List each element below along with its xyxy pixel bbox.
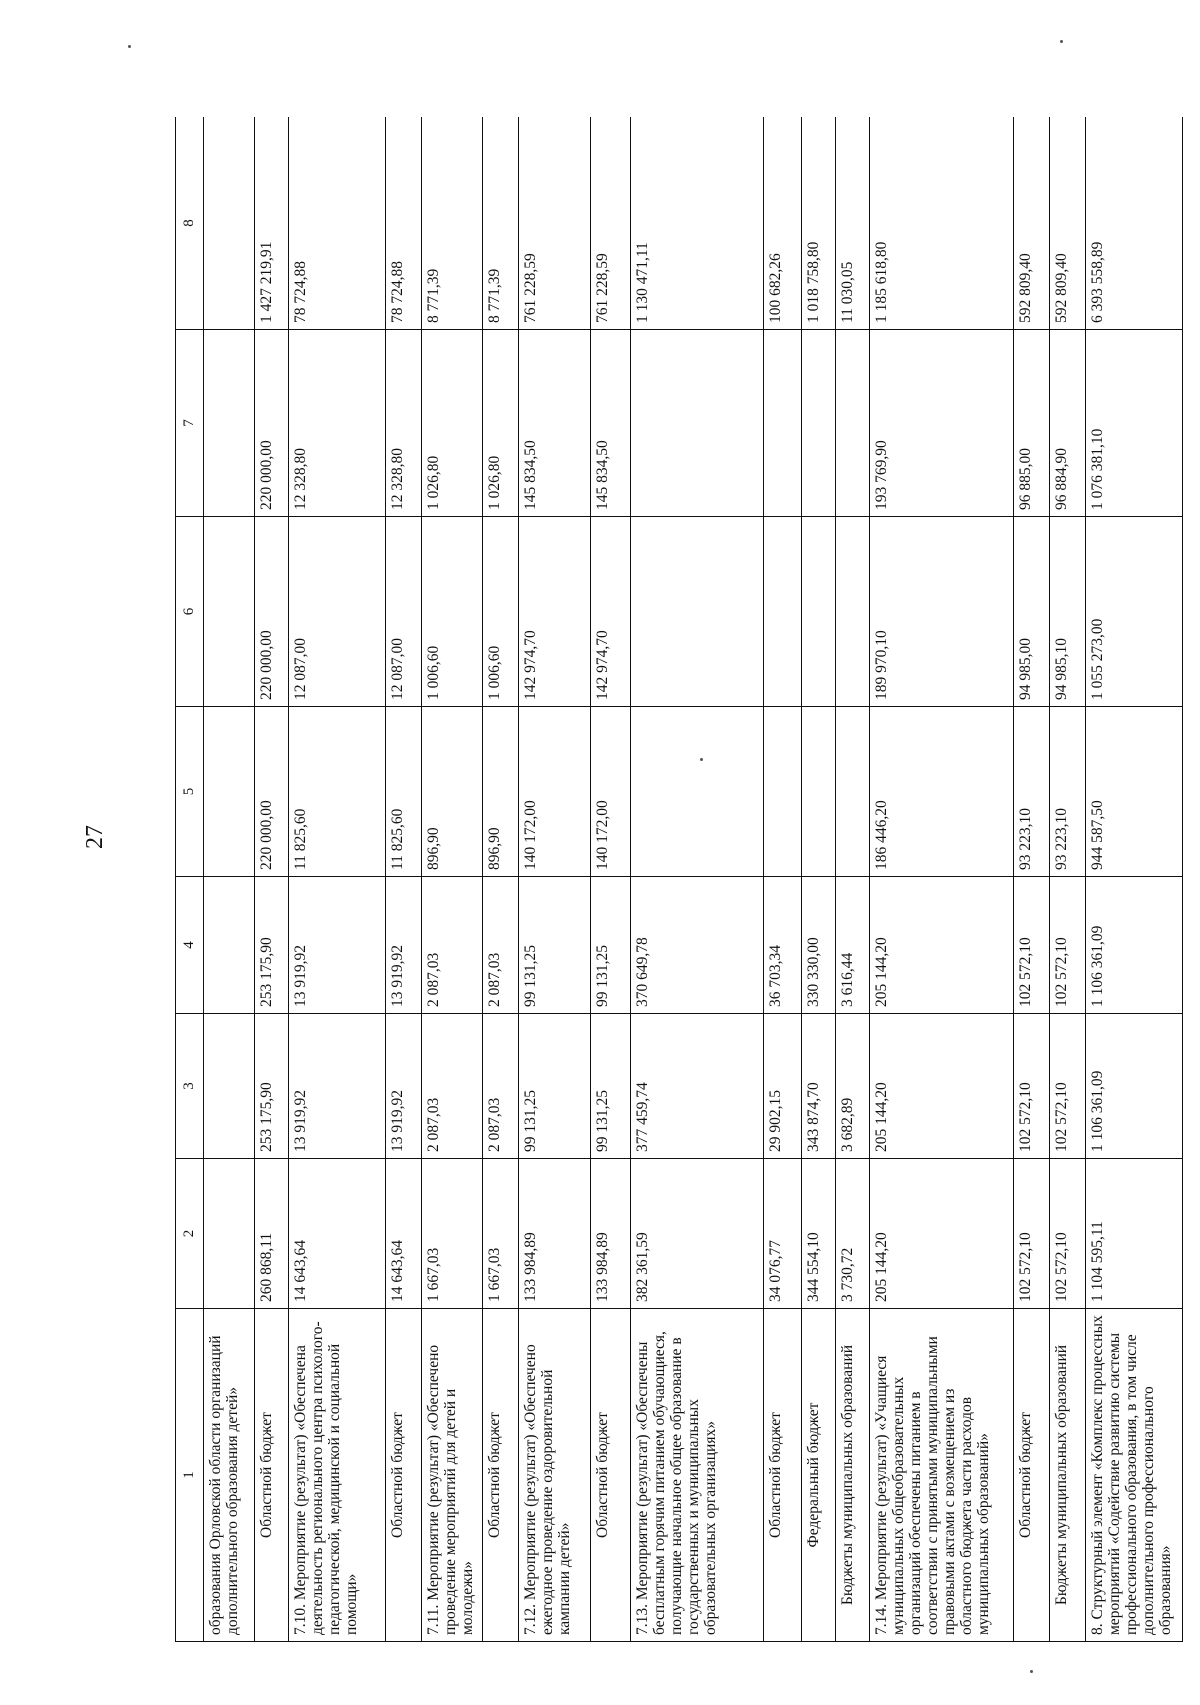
value-cell-col7: 220 000,00 — [254, 330, 288, 517]
scan-speck — [128, 45, 131, 48]
value-cell-col7: 12 328,80 — [385, 330, 421, 517]
value-cell-col2: 1 667,03 — [421, 1159, 482, 1309]
value-cell-col6 — [631, 517, 764, 707]
measure-row — [869, 117, 1013, 1642]
value-cell-col2: 1 667,03 — [483, 1159, 519, 1309]
value-cell-col6: 142 974,70 — [590, 517, 630, 707]
column-header-7: 7 — [176, 330, 204, 517]
value-cell-col2: 34 076,77 — [764, 1159, 802, 1309]
value-cell-col7: 145 834,50 — [590, 330, 630, 517]
row-label: 7.14. Мероприятие (результат) «Учащиеся муниципальных общеобразовательных организаций обеспечены питанием в соответствии с принятыми муниципальными правовыми актами с возмещением из областного бюджета части расходов муниципальных образований» — [869, 1309, 1013, 1642]
value-cell-col2: 260 868,11 — [254, 1159, 288, 1309]
value-cell-col7: 12 328,80 — [288, 330, 385, 517]
value-cell-col2: 1 104 595,11 — [1085, 1159, 1182, 1309]
value-cell-col4: 102 572,10 — [1049, 877, 1085, 1014]
value-cell-col6: 1 006,60 — [483, 517, 519, 707]
row-label: Областной бюджет — [254, 1309, 288, 1642]
value-cell-col3: 253 175,90 — [254, 1014, 288, 1159]
value-cell-col7: 1 076 381,10 — [1085, 330, 1182, 517]
column-header-8: 8 — [176, 117, 204, 330]
value-cell-col3: 99 131,25 — [590, 1014, 630, 1159]
value-cell-col2: 382 361,59 — [631, 1159, 764, 1309]
value-cell-col5: 11 825,60 — [385, 707, 421, 877]
measure-row — [421, 117, 482, 1642]
budget-source-row — [385, 117, 421, 1642]
row-label: Областной бюджет — [764, 1309, 802, 1642]
value-cell-col6: 12 087,00 — [288, 517, 385, 707]
value-cell-col7 — [764, 330, 802, 517]
value-cell-col4: 2 087,03 — [421, 877, 482, 1014]
value-cell-col3: 13 919,92 — [288, 1014, 385, 1159]
value-cell-col2: 344 554,10 — [802, 1159, 836, 1309]
value-cell-col6 — [836, 517, 870, 707]
row-label: 7.10. Мероприятие (результат) «Обеспечена деятельность регионального центра психолого-педагогической, медицинской и социальной помощи» — [288, 1309, 385, 1642]
row-label: 7.13. Мероприятие (результат) «Обеспечены бесплатным горячим питанием обучающиеся, получающие начальное общее образование в государственных и муниципальных образовательных организациях» — [631, 1309, 764, 1642]
budget-source-row — [836, 117, 870, 1642]
value-cell-col4: 2 087,03 — [483, 877, 519, 1014]
value-cell-col8: 1 427 219,91 — [254, 117, 288, 330]
row-label: Областной бюджет — [1013, 1309, 1049, 1642]
measure-row — [519, 117, 591, 1642]
value-cell-col3: 205 144,20 — [869, 1014, 1013, 1159]
budget-source-row — [483, 117, 519, 1642]
value-cell-col4: 13 919,92 — [385, 877, 421, 1014]
value-cell-col4: 253 175,90 — [254, 877, 288, 1014]
value-cell-col5 — [764, 707, 802, 877]
budget-source-row — [1013, 117, 1049, 1642]
value-cell-col8: 78 724,88 — [288, 117, 385, 330]
budget-table — [175, 117, 1183, 1642]
value-cell-col5 — [836, 707, 870, 877]
value-cell-col5: 140 172,00 — [590, 707, 630, 877]
value-cell-col8 — [204, 117, 255, 330]
row-label: образования Орловской области организаций дополнительного образования детей» — [204, 1309, 255, 1642]
value-cell-col4: 102 572,10 — [1013, 877, 1049, 1014]
value-cell-col8: 761 228,59 — [590, 117, 630, 330]
column-header-4: 4 — [176, 877, 204, 1014]
row-label: Бюджеты муниципальных образований — [836, 1309, 870, 1642]
value-cell-col5 — [204, 707, 255, 877]
value-cell-col6: 12 087,00 — [385, 517, 421, 707]
value-cell-col5: 944 587,50 — [1085, 707, 1182, 877]
value-cell-col2: 102 572,10 — [1049, 1159, 1085, 1309]
measure-row — [1085, 117, 1182, 1642]
row-label: 8. Структурный элемент «Комплекс процессных мероприятий «Содействие развитию системы профессионального образования, в том числе дополнительного профессионального образования» — [1085, 1309, 1182, 1642]
value-cell-col7: 96 884,90 — [1049, 330, 1085, 517]
scanned-table-area — [175, 117, 1183, 1642]
value-cell-col4: 1 106 361,09 — [1085, 877, 1182, 1014]
value-cell-col7 — [836, 330, 870, 517]
budget-source-row — [802, 117, 836, 1642]
page-number: 27 — [82, 825, 108, 849]
row-label: Федеральный бюджет — [802, 1309, 836, 1642]
value-cell-col5: 896,90 — [483, 707, 519, 877]
value-cell-col4: 205 144,20 — [869, 877, 1013, 1014]
value-cell-col3: 13 919,92 — [385, 1014, 421, 1159]
column-header-1: 1 — [176, 1309, 204, 1642]
column-number-row — [176, 117, 204, 1642]
value-cell-col2: 14 643,64 — [385, 1159, 421, 1309]
value-cell-col3 — [204, 1014, 255, 1159]
value-cell-col2: 133 984,89 — [519, 1159, 591, 1309]
value-cell-col4: 99 131,25 — [590, 877, 630, 1014]
row-label: 7.12. Мероприятие (результат) «Обеспечено ежегодное проведение оздоровительной кампании детей» — [519, 1309, 591, 1642]
value-cell-col8: 8 771,39 — [421, 117, 482, 330]
column-header-5: 5 — [176, 707, 204, 877]
budget-source-row — [764, 117, 802, 1642]
value-cell-col4: 370 649,78 — [631, 877, 764, 1014]
value-cell-col3: 2 087,03 — [421, 1014, 482, 1159]
value-cell-col4: 330 330,00 — [802, 877, 836, 1014]
value-cell-col3: 29 902,15 — [764, 1014, 802, 1159]
value-cell-col2: 14 643,64 — [288, 1159, 385, 1309]
value-cell-col2: 3 730,72 — [836, 1159, 870, 1309]
scan-speck — [1030, 1670, 1033, 1673]
value-cell-col8: 78 724,88 — [385, 117, 421, 330]
row-label: Областной бюджет — [385, 1309, 421, 1642]
value-cell-col3: 102 572,10 — [1013, 1014, 1049, 1159]
value-cell-col7: 145 834,50 — [519, 330, 591, 517]
measure-row — [204, 117, 255, 1642]
value-cell-col5: 140 172,00 — [519, 707, 591, 877]
row-label: 7.11. Мероприятие (результат) «Обеспечено проведение мероприятий для детей и молодежи» — [421, 1309, 482, 1642]
value-cell-col7 — [802, 330, 836, 517]
scan-speck — [700, 758, 703, 761]
value-cell-col7 — [631, 330, 764, 517]
value-cell-col8: 1 185 618,80 — [869, 117, 1013, 330]
table-body — [204, 117, 1183, 1642]
value-cell-col6: 189 970,10 — [869, 517, 1013, 707]
value-cell-col8: 761 228,59 — [519, 117, 591, 330]
value-cell-col6 — [764, 517, 802, 707]
column-header-6: 6 — [176, 517, 204, 707]
value-cell-col8: 1 130 471,11 — [631, 117, 764, 330]
value-cell-col6 — [802, 517, 836, 707]
measure-row — [288, 117, 385, 1642]
budget-source-row — [1049, 117, 1085, 1642]
row-label: Областной бюджет — [483, 1309, 519, 1642]
value-cell-col4: 99 131,25 — [519, 877, 591, 1014]
value-cell-col5 — [802, 707, 836, 877]
value-cell-col7: 96 885,00 — [1013, 330, 1049, 517]
scan-speck — [1060, 40, 1063, 43]
value-cell-col3: 343 874,70 — [802, 1014, 836, 1159]
value-cell-col5: 11 825,60 — [288, 707, 385, 877]
value-cell-col2: 102 572,10 — [1013, 1159, 1049, 1309]
value-cell-col5 — [631, 707, 764, 877]
value-cell-col3: 99 131,25 — [519, 1014, 591, 1159]
value-cell-col8: 1 018 758,80 — [802, 117, 836, 330]
column-header-3: 3 — [176, 1014, 204, 1159]
value-cell-col4 — [204, 877, 255, 1014]
value-cell-col6 — [204, 517, 255, 707]
value-cell-col5: 896,90 — [421, 707, 482, 877]
value-cell-col8: 592 809,40 — [1013, 117, 1049, 330]
value-cell-col6: 1 006,60 — [421, 517, 482, 707]
value-cell-col7 — [204, 330, 255, 517]
row-label: Бюджеты муниципальных образований — [1049, 1309, 1085, 1642]
value-cell-col4: 13 919,92 — [288, 877, 385, 1014]
rotated-table-container — [175, 117, 1183, 1642]
value-cell-col8: 11 030,05 — [836, 117, 870, 330]
value-cell-col5: 220 000,00 — [254, 707, 288, 877]
value-cell-col2: 205 144,20 — [869, 1159, 1013, 1309]
value-cell-col6: 94 985,00 — [1013, 517, 1049, 707]
value-cell-col5: 186 446,20 — [869, 707, 1013, 877]
value-cell-col6: 142 974,70 — [519, 517, 591, 707]
value-cell-col7: 1 026,80 — [483, 330, 519, 517]
value-cell-col2: 133 984,89 — [590, 1159, 630, 1309]
value-cell-col5: 93 223,10 — [1013, 707, 1049, 877]
budget-source-row — [590, 117, 630, 1642]
value-cell-col8: 100 682,26 — [764, 117, 802, 330]
value-cell-col2 — [204, 1159, 255, 1309]
value-cell-col7: 193 769,90 — [869, 330, 1013, 517]
column-header-2: 2 — [176, 1159, 204, 1309]
value-cell-col6: 220 000,00 — [254, 517, 288, 707]
budget-source-row — [254, 117, 288, 1642]
value-cell-col5: 93 223,10 — [1049, 707, 1085, 877]
value-cell-col7: 1 026,80 — [421, 330, 482, 517]
value-cell-col8: 8 771,39 — [483, 117, 519, 330]
value-cell-col6: 94 985,10 — [1049, 517, 1085, 707]
value-cell-col3: 102 572,10 — [1049, 1014, 1085, 1159]
value-cell-col4: 36 703,34 — [764, 877, 802, 1014]
measure-row — [631, 117, 764, 1642]
value-cell-col3: 1 106 361,09 — [1085, 1014, 1182, 1159]
value-cell-col3: 377 459,74 — [631, 1014, 764, 1159]
value-cell-col3: 2 087,03 — [483, 1014, 519, 1159]
value-cell-col4: 3 616,44 — [836, 877, 870, 1014]
value-cell-col6: 1 055 273,00 — [1085, 517, 1182, 707]
value-cell-col3: 3 682,89 — [836, 1014, 870, 1159]
value-cell-col8: 592 809,40 — [1049, 117, 1085, 330]
value-cell-col8: 6 393 558,89 — [1085, 117, 1182, 330]
row-label: Областной бюджет — [590, 1309, 630, 1642]
